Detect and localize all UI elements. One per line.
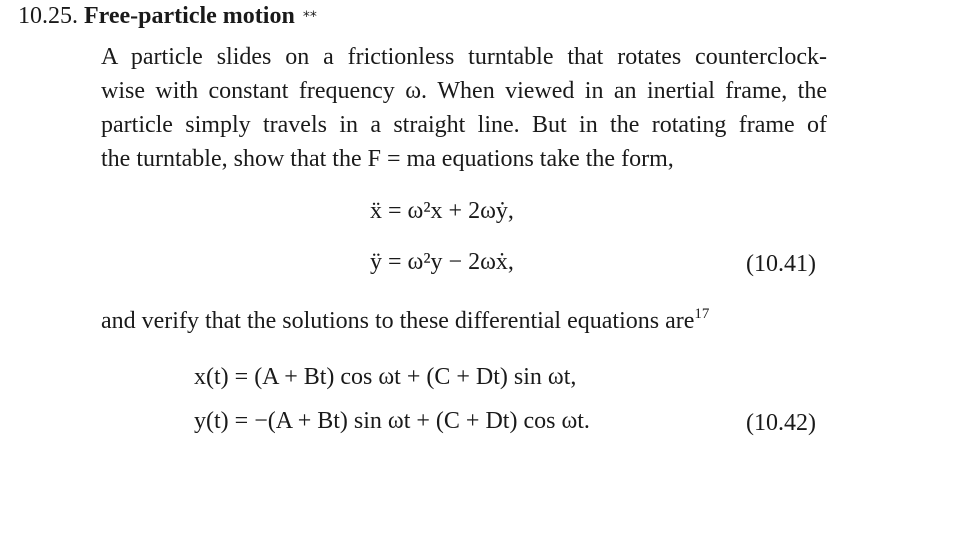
paragraph-2-text: and verify that the solutions to these differential equations are xyxy=(101,308,695,334)
equation-number-10-41: (10.41) xyxy=(746,251,816,277)
paragraph-line-2: wise with constant frequency ω. When viewed in an inertial frame, the xyxy=(101,78,827,104)
problem-number: 10.25. xyxy=(18,3,78,29)
equation-number-10-42: (10.42) xyxy=(746,410,816,436)
paragraph-line-3: particle simply travels in a straight line. But in the rotating frame of xyxy=(101,112,827,138)
paragraph-2 xyxy=(101,304,709,338)
paragraph-line-1: A particle slides on a frictionless turntable that rotates counterclock- xyxy=(101,44,827,70)
problem-title: Free-particle motion xyxy=(84,3,295,29)
equation-y-ddot: ÿ = ω²y − 2ωẋ, xyxy=(370,249,514,275)
equation-x-ddot: ẍ = ω²x + 2ωẏ, xyxy=(370,198,514,224)
problem-heading xyxy=(18,2,317,33)
footnote-marker: 17 xyxy=(694,306,710,322)
paragraph-line-4: the turntable, show that the F = ma equations take the form, xyxy=(101,146,674,172)
solution-x: x(t) = (A + Bt) cos ωt + (C + Dt) sin ωt, xyxy=(194,364,577,390)
solution-y: y(t) = −(A + Bt) sin ωt + (C + Dt) cos ωt. xyxy=(194,408,590,434)
difficulty-stars: ** xyxy=(302,9,317,25)
